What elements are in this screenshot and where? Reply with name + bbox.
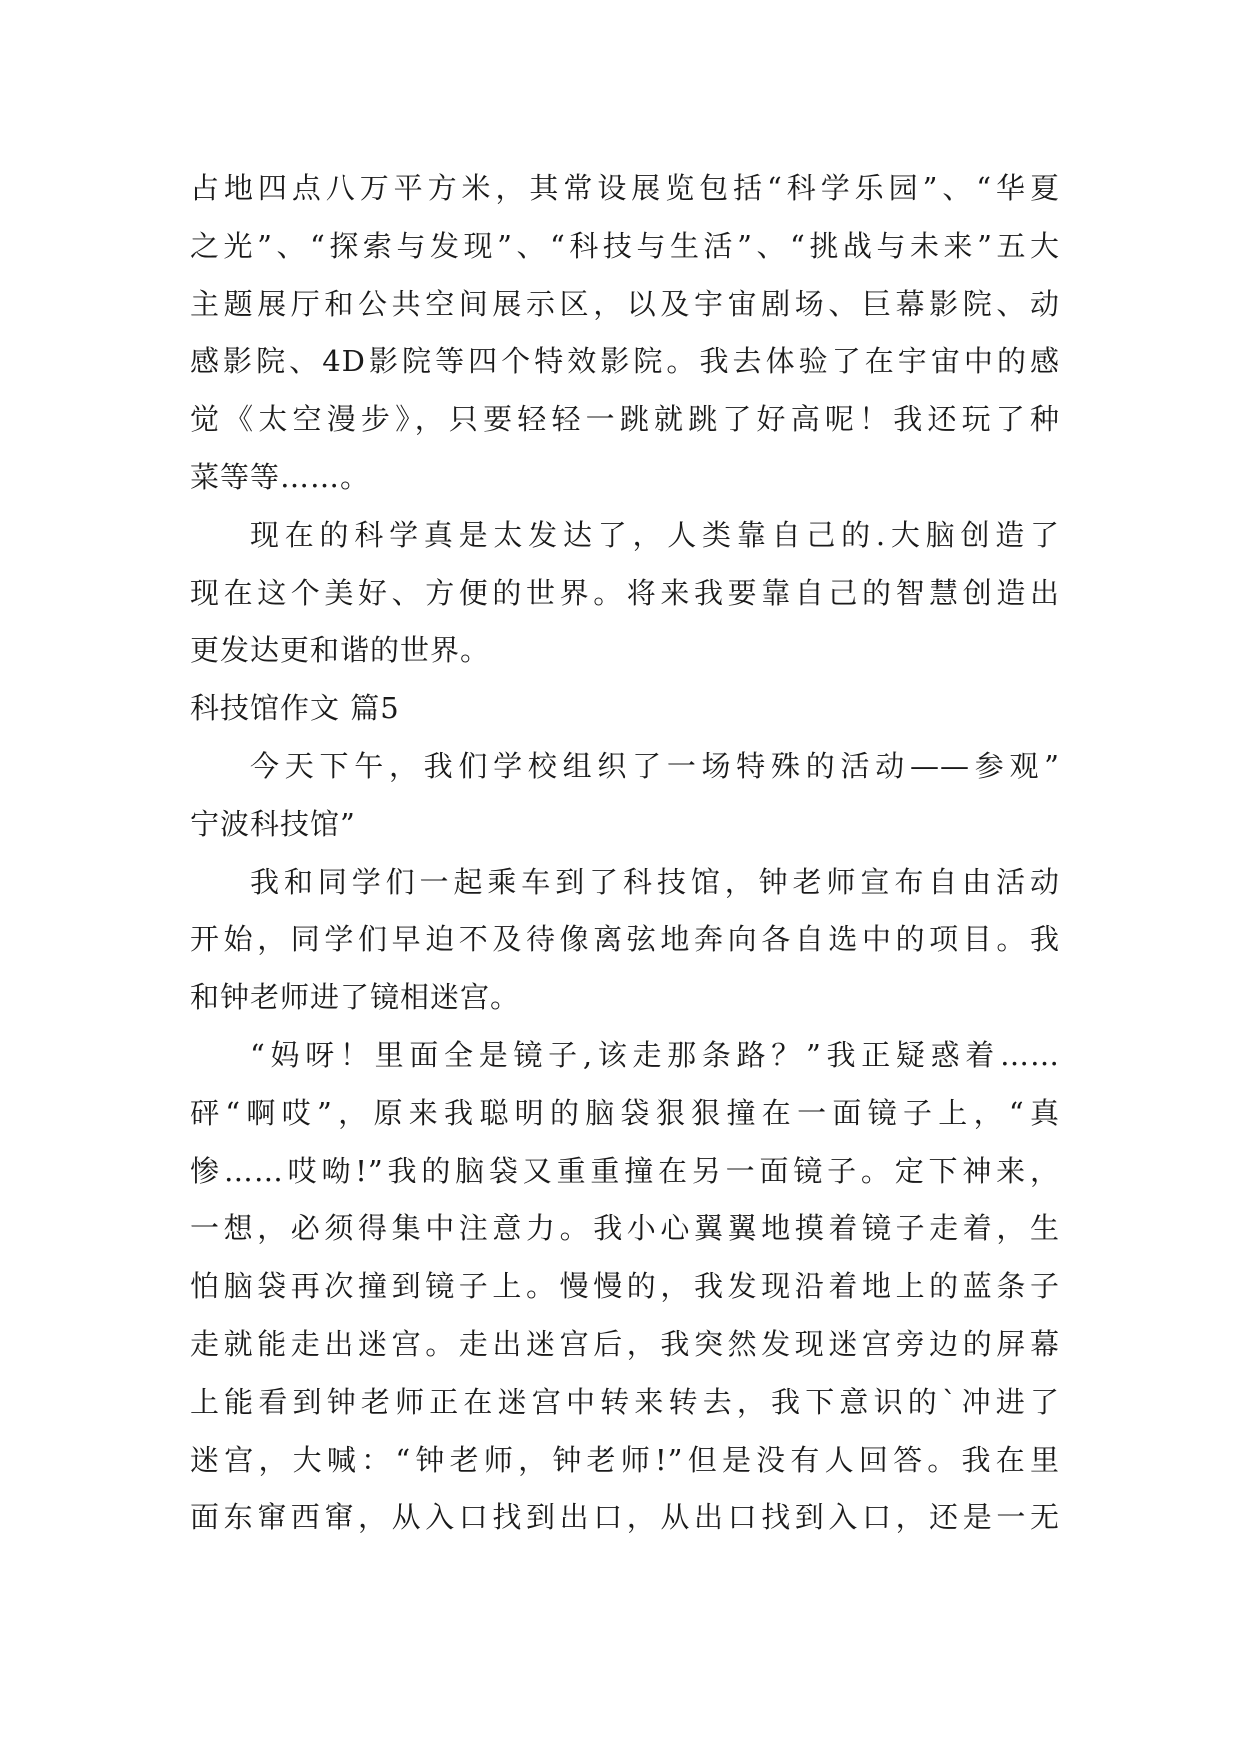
text-line: 主题展厅和公共空间展示区，以及宇宙剧场、巨幕影院、动 xyxy=(190,286,1060,321)
text-line: 迷宫，大喊：“钟老师，钟老师!”但是没有人回答。我在里 xyxy=(190,1442,1060,1477)
text-line: 觉《太空漫步》，只要轻轻一跳就跳了好高呢！我还玩了种 xyxy=(190,402,1060,437)
text-line: 更发达更和谐的世界。 xyxy=(190,633,491,668)
section-heading xyxy=(190,680,1060,738)
text-line: 我和同学们一起乘车到了科技馆，钟老师宣布自由活动 xyxy=(250,864,1060,899)
text-line: “妈呀！里面全是镜子,该走那条路？”我正疑惑着…… xyxy=(250,1037,1060,1072)
paragraph xyxy=(190,738,1060,854)
text-line: 走就能走出迷宫。走出迷宫后，我突然发现迷宫旁边的屏幕 xyxy=(190,1326,1060,1361)
text-line: 之光”、“探索与发现”、“科技与生活”、“挑战与未来”五大 xyxy=(190,228,1060,263)
paragraph xyxy=(190,507,1060,680)
paragraph xyxy=(190,854,1060,1027)
document-page xyxy=(190,160,1060,1547)
text-line: 上能看到钟老师正在迷宫中转来转去，我下意识的`冲进了 xyxy=(190,1384,1060,1419)
text-line: 现在的科学真是太发达了，人类靠自己的.大脑创造了 xyxy=(250,517,1060,552)
text-line: 感影院、4D影院等四个特效影院。我去体验了在宇宙中的感 xyxy=(190,344,1060,379)
text-line: 一想，必须得集中注意力。我小心翼翼地摸着镜子走着，生 xyxy=(190,1211,1060,1246)
text-line: 砰“啊哎”，原来我聪明的脑袋狠狠撞在一面镜子上，“真 xyxy=(190,1095,1060,1130)
text-line: 开始，同学们早迫不及待像离弦地奔向各自选中的项目。我 xyxy=(190,922,1060,957)
text-line: 和钟老师进了镜相迷宫。 xyxy=(190,980,521,1015)
text-line: 占地四点八万平方米，其常设展览包括“科学乐园”、“华夏 xyxy=(190,171,1060,205)
text-line: 今天下午，我们学校组织了一场特殊的活动——参观” xyxy=(250,748,1060,783)
text-line: 面东窜西窜，从入口找到出口，从出口找到入口，还是一无 xyxy=(190,1500,1060,1535)
text-line: 惨……哎呦!”我的脑袋又重重撞在另一面镜子。定下神来， xyxy=(190,1153,1060,1188)
text-line: 宁波科技馆” xyxy=(190,806,356,841)
paragraph xyxy=(190,1027,1060,1547)
text-line: 现在这个美好、方便的世界。将来我要靠自己的智慧创造出 xyxy=(190,575,1060,610)
heading-text: 科技馆作文 篇5 xyxy=(190,691,400,726)
paragraph xyxy=(190,160,1060,507)
text-line: 菜等等……。 xyxy=(190,459,371,494)
text-line: 怕脑袋再次撞到镜子上。慢慢的，我发现沿着地上的蓝条子 xyxy=(190,1269,1060,1304)
